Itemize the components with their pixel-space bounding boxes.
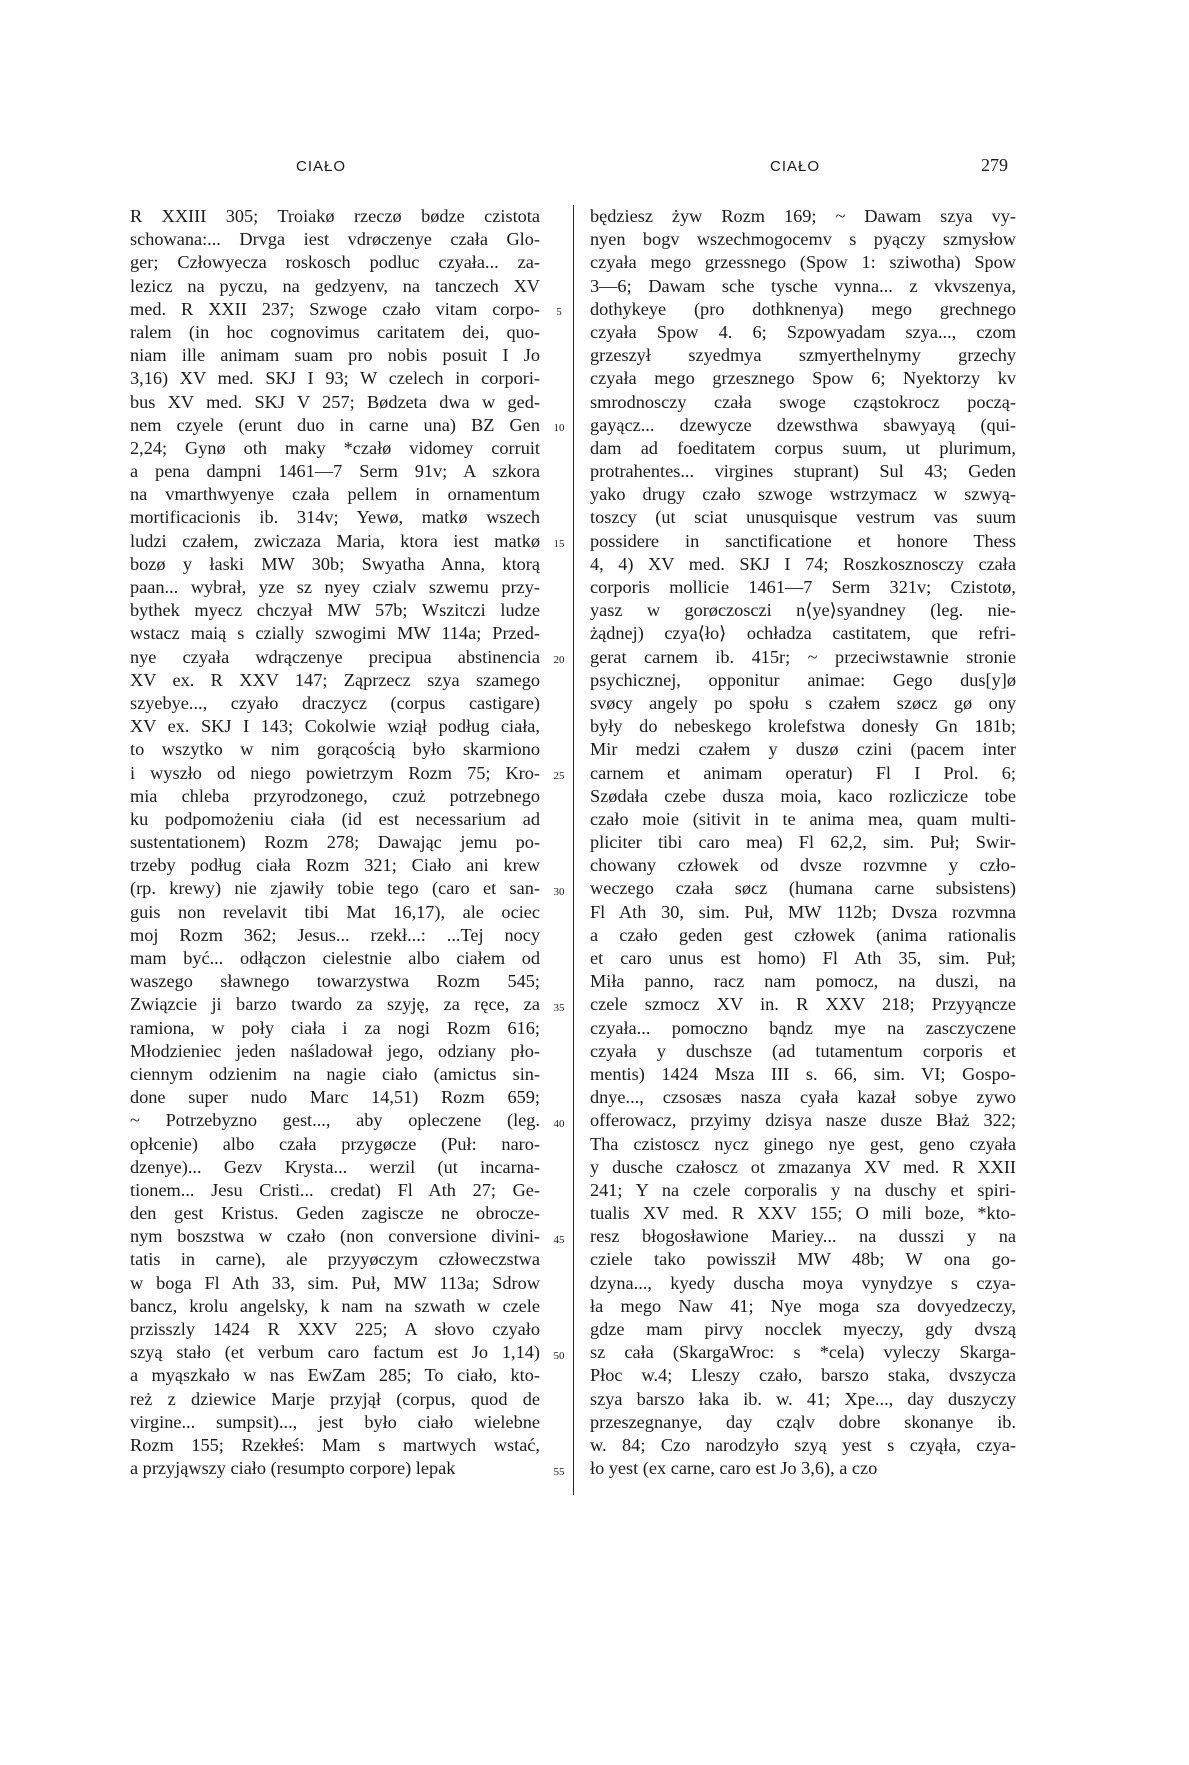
text-line: resz błogosławione Mariey... na dusszi y na xyxy=(590,1226,1016,1247)
text-line: corporis mollicie 1461—7 Serm 321v; Czistotø, xyxy=(590,577,1016,597)
text-line: gdze mam pirvy nocclek myeczy, gdy dvszą xyxy=(590,1319,1016,1339)
text-line: będziesz żyw Rozm 169; ~ Dawam szya vy- xyxy=(590,206,1016,226)
text-line: szyą stało (et verbum caro factum est Jo 1,14) xyxy=(130,1342,540,1363)
text-line: virgine... sumpsit)..., jest było ciało wielebne xyxy=(130,1411,540,1432)
text-line: żądnej) czya⟨ło⟩ ochładza castitatem, que refri- xyxy=(590,623,1016,644)
page-number: 279 xyxy=(981,155,1008,175)
text-line: sustentationem) Rozm 278; Dawając jemu po- xyxy=(130,832,540,853)
text-line: reż z dziewice Marje przyjął (corpus, quod de xyxy=(130,1388,540,1409)
text-line: a pena dampni 1461—7 Serm 91v; A szkora xyxy=(130,461,540,482)
text-line: Mir medzi czałem y duszø czini (pacem inter xyxy=(590,739,1016,760)
line-number: 25 xyxy=(553,769,565,782)
text-line: gayącz... dzewycze dzewsthwa sbawyayą (qui- xyxy=(590,414,1016,435)
text-line: Młodzieniec jeden naśladował jego, odziany pło- xyxy=(130,1040,540,1061)
text-line: 3—6; Dawam sche tysche vynna... z vkvszenya, xyxy=(590,275,1016,296)
text-line: wstacz maią s czially szwogimi MW 114a; Przed- xyxy=(130,623,540,644)
text-line: 2,24; Gynø oth maky *czałø vidomey corruit xyxy=(130,437,540,458)
right-column xyxy=(590,205,1016,1765)
text-line: tionem... Jesu Cristi... credat) Fl Ath 27; Ge- xyxy=(130,1179,540,1200)
text-line: svøcy angely po społu s czałem szøcz gø ony xyxy=(590,692,1016,713)
text-line: done super nudo Marc 14,51) Rozm 659; xyxy=(130,1087,540,1108)
text-line: ~ Potrzebyzno gest..., aby opleczene (leg. xyxy=(130,1110,540,1131)
line-number: 15 xyxy=(553,537,565,550)
text-line: den gest Kristus. Geden zagiscze ne obrocze- xyxy=(130,1203,540,1224)
left-column xyxy=(130,205,540,1765)
text-line: ger; Człowyecza roskosch podluc czyała... za- xyxy=(130,252,540,273)
text-line: ralem (in hoc cognovimus caritatem dei, quo- xyxy=(130,321,540,342)
text-line: bancz, krolu angelsky, k nam na szwath w czele xyxy=(130,1295,540,1316)
text-line: Fl Ath 30, sim. Puł, MW 112b; Dvsza rozvmna xyxy=(590,901,1016,922)
text-line: szya barszo łaka ib. w. 41; Xpe..., day duszyczy xyxy=(590,1388,1016,1409)
text-line: moj Rozm 362; Jesus... rzekł...: ...Tej nocy xyxy=(130,924,540,945)
line-number: 20 xyxy=(553,653,565,666)
text-line: tualis XV med. R XXV 155; O mili boze, *kto- xyxy=(590,1203,1016,1224)
text-line: carnem et animam operatur) Fl I Prol. 6; xyxy=(590,762,1016,783)
text-line: Płoc w.4; Lleszy czało, barszo staka, dvszycza xyxy=(590,1365,1016,1386)
line-number: 35 xyxy=(553,1001,565,1014)
text-line: yako drugy czało szwoge wstrzymacz w szwyą- xyxy=(590,484,1016,505)
text-line: nym boszstwa w czało (non conversione divini- xyxy=(130,1226,540,1247)
text-line: ciennym odzienim na nagie ciało (amictus sin- xyxy=(130,1063,540,1084)
text-line: lezicz na pyczu, na gedzyenv, na tanczech XV xyxy=(130,275,540,296)
text-line: gerat carnem ib. 415r; ~ przeciwstawnie stronie xyxy=(590,646,1016,667)
text-line: czyała... pomoczno bąndz mye na zasczyczene xyxy=(590,1017,1016,1038)
text-line: niam ille animam suam pro nobis posuit I Jo xyxy=(130,345,540,366)
running-head-left: CIAŁO xyxy=(296,158,347,175)
text-line: mortificacionis ib. 314v; Yewø, matkø wszech xyxy=(130,507,540,528)
text-line: et caro unus est homo) Fl Ath 35, sim. Puł; xyxy=(590,948,1016,968)
text-line: były do nebeskego krolefstwa donesły Gn 181b; xyxy=(590,716,1016,737)
text-line: R XXIII 305; Troiakø rzeczø bødze czistota xyxy=(130,206,540,226)
text-line: dzenye)... Gezv Krysta... werzil (ut incarna- xyxy=(130,1156,540,1177)
text-line: trzeby podług ciała Rozm 321; Ciało ani krew xyxy=(130,855,540,876)
text-line: tatis in carne), ale przyyøczym człoweczstwa xyxy=(130,1249,540,1270)
text-line: czyała Spow 4. 6; Szpowyadam szya..., czom xyxy=(590,321,1016,342)
line-number: 40 xyxy=(553,1117,565,1130)
text-line: bus XV med. SKJ V 257; Bødzeta dwa w ged- xyxy=(130,391,540,412)
text-line: 3,16) XV med. SKJ I 93; W czelech in corpori- xyxy=(130,368,540,389)
text-line: possidere in sanctificatione et honore Thess xyxy=(590,530,1016,551)
text-line: czyała mego grzessnego (Spow 1: sziwotha) Spow xyxy=(590,252,1016,273)
text-line: dzyna..., kyedy duscha moya vynydzye s czya- xyxy=(590,1272,1016,1293)
text-line: y dusche czałoscz ot zmazanya XV med. R XXII xyxy=(590,1156,1016,1177)
text-line: sz cała (SkargaWroc: s *cela) vyleczy Skarga- xyxy=(590,1342,1016,1363)
text-line: czyała mego grzesznego Spow 6; Nyektorzy kv xyxy=(590,368,1016,389)
text-line: grzeszył szyedmya szmyerthelnymy grzechy xyxy=(590,345,1016,366)
text-line: XV ex. R XXV 147; Ząprzecz szya szamego xyxy=(130,669,540,690)
text-line: opłcenie) albo czała przygøcze (Puł: naro- xyxy=(130,1133,540,1154)
text-line: mentis) 1424 Msza III s. 66, sim. VI; Gospo- xyxy=(590,1063,1016,1084)
text-line: a przyjąwszy ciało (resumpto corpore) lepak xyxy=(130,1458,456,1479)
text-line: mam być... odłączon cielestnie albo ciałem od xyxy=(130,948,540,968)
text-line: chowany człowek od dvsze rozvmne y czło- xyxy=(590,855,1016,876)
text-line: ła mego Naw 41; Nye moga sza dovyedzeczy, xyxy=(590,1295,1016,1316)
text-line: w. 84; Czo narodzyło szyą yest s czyąła, czya- xyxy=(590,1434,1016,1455)
text-line: 4, 4) XV med. SKJ I 74; Roszkosznosczy czała xyxy=(590,553,1016,574)
text-line: toszcy (ut sciat unusquisque vestrum vas suum xyxy=(590,507,1016,528)
text-line: bozø y łaski MW 30b; Swyatha Anna, ktorą xyxy=(130,553,540,574)
column-divider xyxy=(573,205,574,1495)
text-line: XV ex. SKJ I 143; Cokolwie wziął podług ciała, xyxy=(130,716,540,737)
text-line: dam ad foeditatem corpus suum, ut plurimum, xyxy=(590,437,1016,458)
text-line: Tha czistoscz nycz ginego nye gest, geno czyała xyxy=(590,1133,1016,1154)
text-line: Miła panno, racz nam pomocz, na duszi, na xyxy=(590,971,1016,992)
line-number: 5 xyxy=(556,305,562,318)
text-line: Rozm 155; Rzekłeś: Mam s martwych wstać, xyxy=(130,1434,540,1455)
text-line: psychicznej, opponitur animae: Gego dus[y]ø xyxy=(590,669,1016,690)
text-line: waszego sławnego towarzystwa Rozm 545; xyxy=(130,971,540,992)
text-line: ku podpomożeniu ciała (id est necessarium ad xyxy=(130,808,540,829)
running-head-center: CIAŁO xyxy=(770,158,821,175)
text-line: Związcie ji barzo twardo za szyję, za ręce, za xyxy=(130,994,540,1015)
text-line: czele szmocz XV in. R XXV 218; Przyyąncze xyxy=(590,994,1016,1015)
text-line: przeszegnanye, day cząlv dobre skonanye ib. xyxy=(590,1411,1016,1432)
text-line: dothykeye (pro dothknenya) mego grechnego xyxy=(590,298,1016,319)
text-line: nyen bogv wszechmogocemv s pyączy szmysłow xyxy=(590,229,1016,250)
text-line: schowana:... Drvga iest vdrøczenye czała Glo- xyxy=(130,229,540,250)
text-line: Szødała czebe dusza moia, kaco rozliczicze tobe xyxy=(590,785,1016,806)
text-line: czyała y duschsze (ad tutamentum corporis et xyxy=(590,1040,1016,1061)
text-line: cziele tako powissził MW 48b; W ona go- xyxy=(590,1249,1016,1270)
text-line: mia chleba przyrodzonego, czuż potrzebnego xyxy=(130,785,540,806)
text-line: weczego czała søcz (humana carne subsistens) xyxy=(590,878,1016,899)
text-line: (rp. krewy) nie zjawiły tobie tego (caro et san- xyxy=(130,878,540,899)
text-line: offerowacz, przyimy dzisya nasze dusze Błaż 322; xyxy=(590,1110,1016,1131)
text-line: ramiona, w poły ciała i za nogi Rozm 616; xyxy=(130,1017,540,1038)
text-line: paan... wybrał, yze sz nyey czialv szwemu przy- xyxy=(130,577,540,597)
line-number: 45 xyxy=(553,1233,565,1246)
line-number: 10 xyxy=(553,421,565,434)
text-line: a myąszkało w nas EwZam 285; To ciało, kto- xyxy=(130,1365,540,1386)
text-line: czało moie (sitivit in te anima mea, quam multi- xyxy=(590,808,1016,829)
text-line: nem czyele (erunt duo in carne una) BZ Gen xyxy=(130,414,540,435)
text-line: bythek myecz chczyał MW 57b; Wszitczi ludze xyxy=(130,600,540,621)
text-line: i wyszło od niego powietrzym Rozm 75; Kro- xyxy=(130,762,540,783)
text-line: 241; Y na czele corporalis y na duschy et spiri- xyxy=(590,1179,1016,1200)
text-line: a czało geden gest człowek (anima rationalis xyxy=(590,924,1016,945)
text-line: smrodnosczy czała swoge cząstokrocz począ- xyxy=(590,391,1016,412)
text-line: przisszly 1424 R XXV 225; A słovo czyało xyxy=(130,1319,540,1339)
text-line: nye czyała wdrączenye precipua abstinencia xyxy=(130,646,540,667)
text-line: ludzi czałem, zwiczaza Maria, ktora iest matkø xyxy=(130,530,540,551)
text-line: protrahentes... virgines stuprant) Sul 43; Geden xyxy=(590,461,1016,482)
text-line: ło yest (ex carne, caro est Jo 3,6), a czo xyxy=(590,1458,878,1479)
text-line: na vmarthwyenye czała pellem in ornamentum xyxy=(130,484,540,505)
text-line: to wszytko w nim gorącością było skarmiono xyxy=(130,739,540,760)
text-line: pliciter tibi caro mea) Fl 62,2, sim. Puł; Swir- xyxy=(590,832,1016,853)
line-number: 55 xyxy=(553,1465,565,1478)
text-line: dnye..., czsosæs nasza cyała kazał sobye zywo xyxy=(590,1087,1016,1108)
line-number: 50 xyxy=(553,1349,565,1362)
text-line: w boga Fl Ath 33, sim. Puł, MW 113a; Sdrow xyxy=(130,1272,540,1293)
line-number: 30 xyxy=(553,885,565,898)
text-line: yasz w gorøczosczi n⟨ye⟩syandney (leg. nie- xyxy=(590,600,1016,621)
text-line: szyebye..., czyało draczycz (corpus castigare) xyxy=(130,692,540,713)
text-line: guis non revelavit tibi Mat 16,17), ale ociec xyxy=(130,901,540,922)
text-line: med. R XXII 237; Szwoge czało vitam corpo- xyxy=(130,298,540,319)
